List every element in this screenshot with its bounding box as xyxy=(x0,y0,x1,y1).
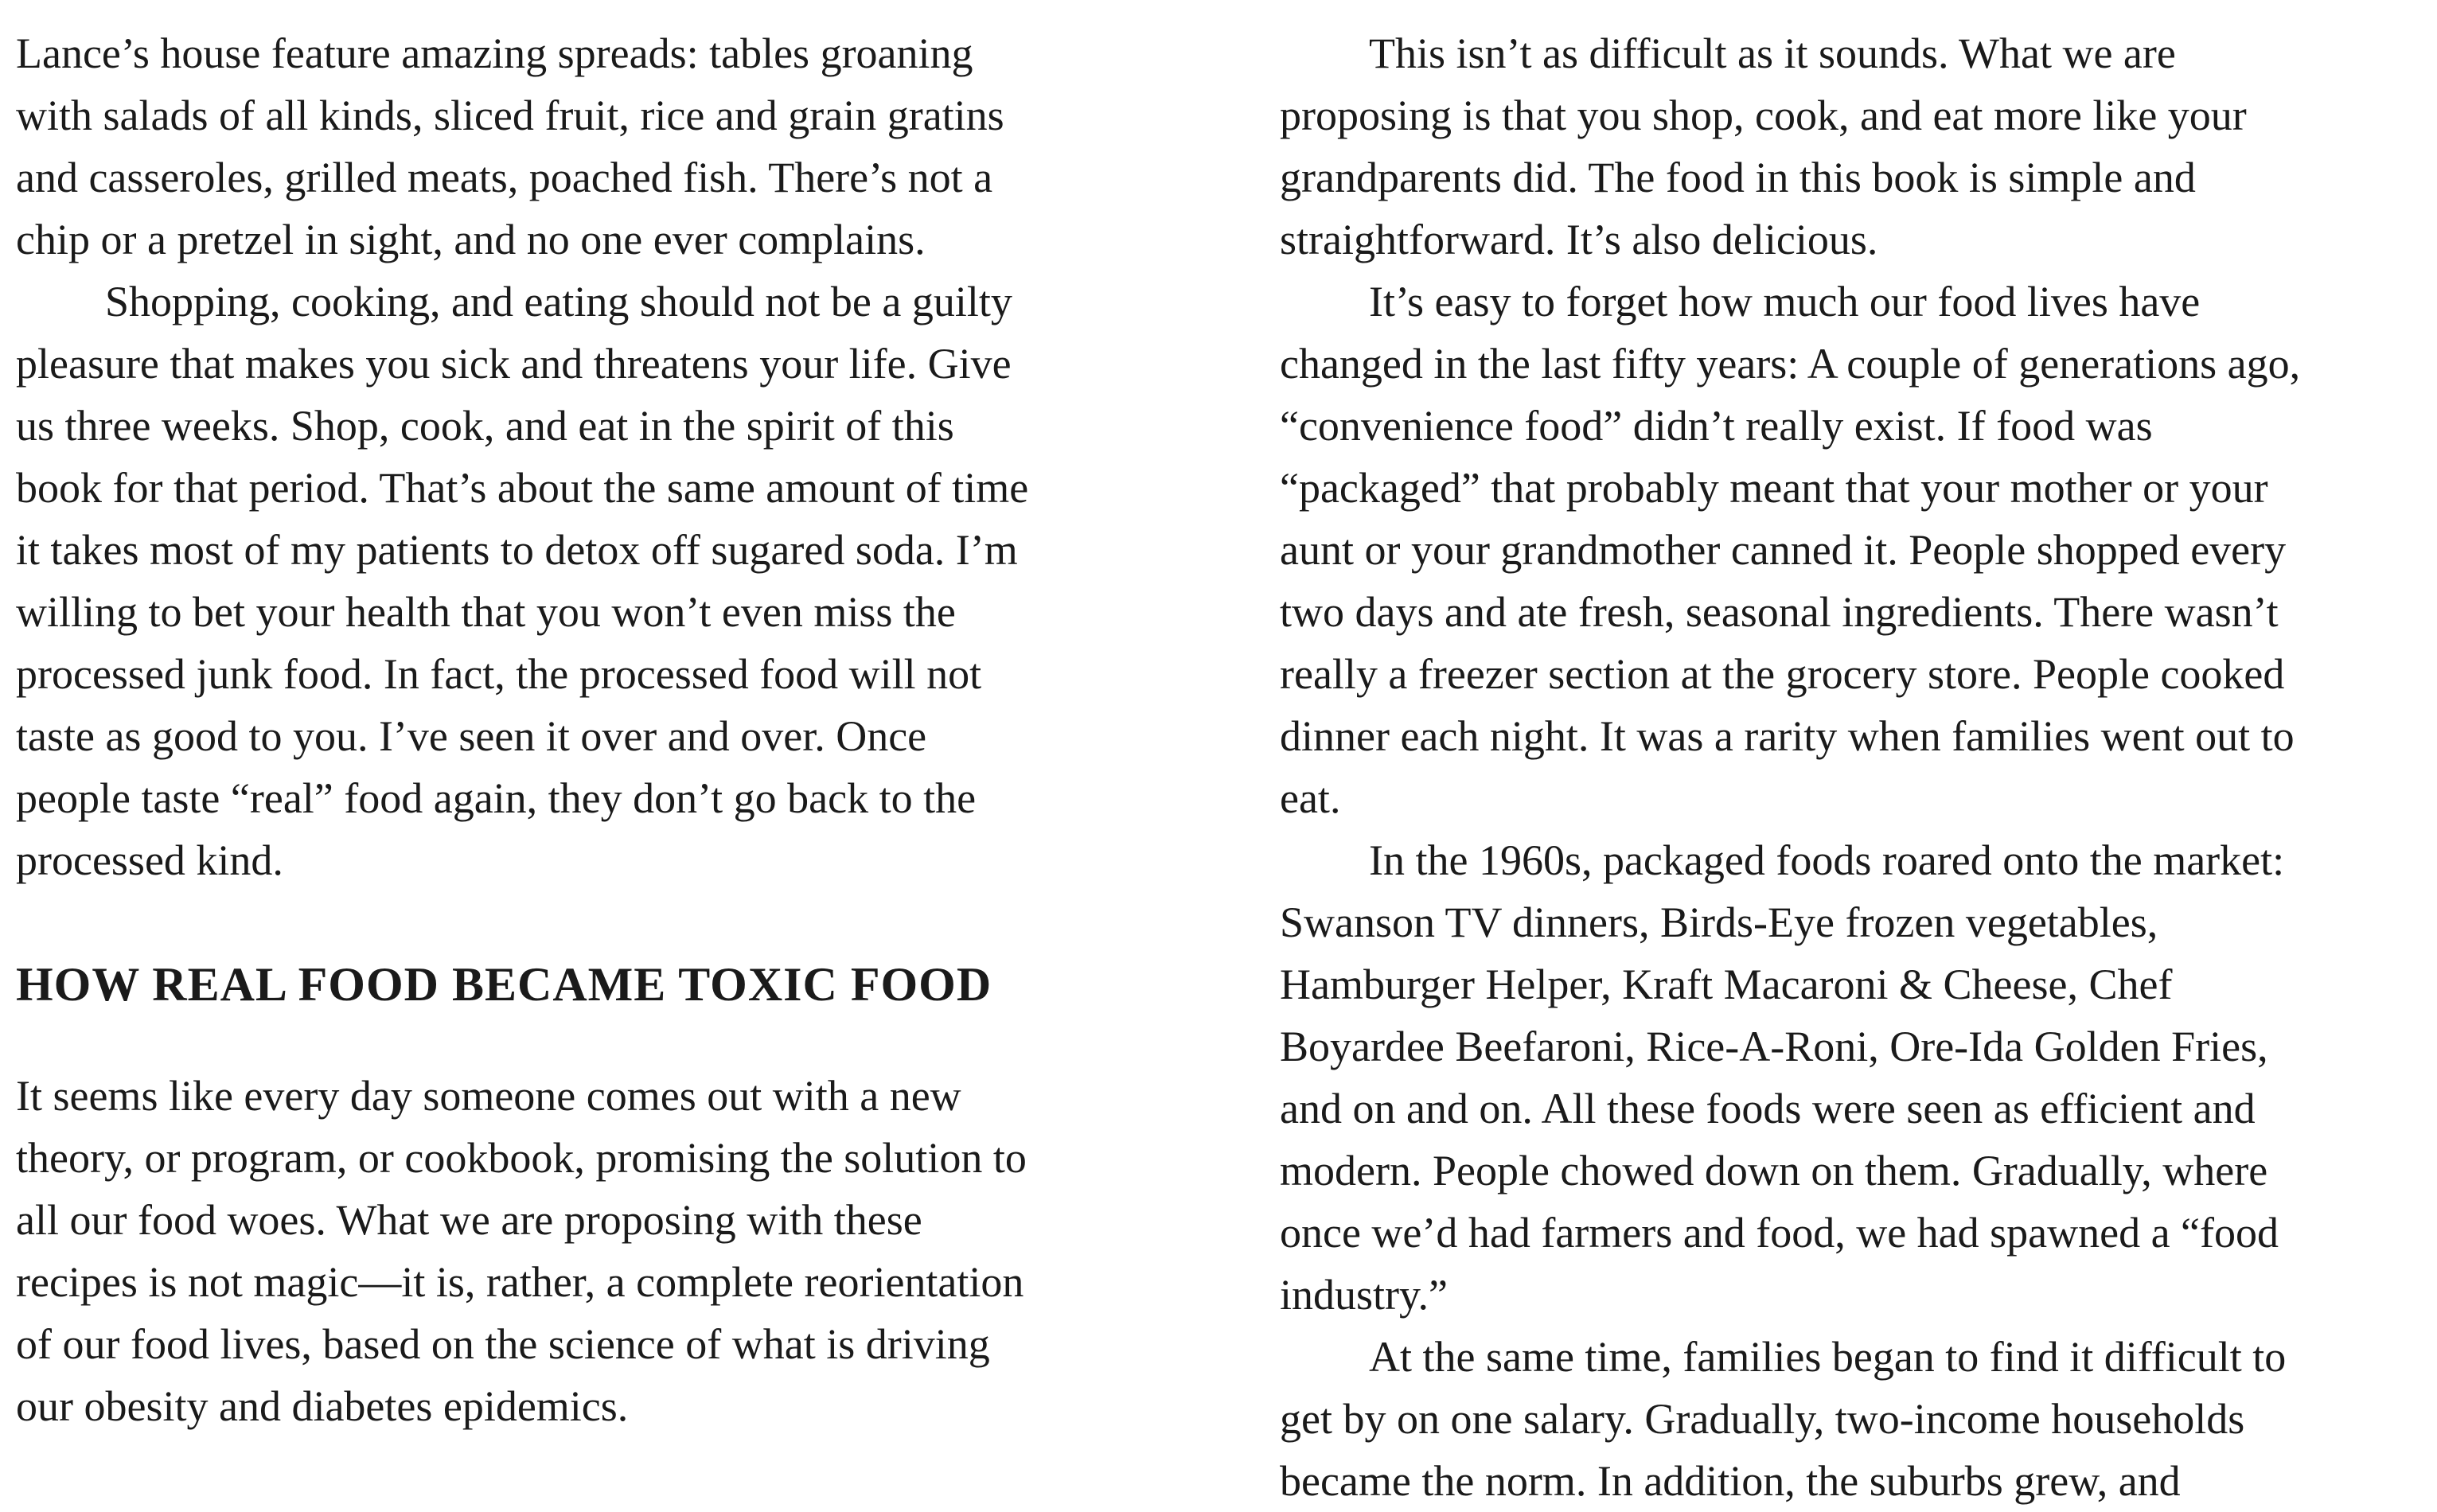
spacer xyxy=(16,891,1130,953)
paragraph-lance-house xyxy=(16,22,1130,271)
spacer xyxy=(16,1015,1130,1065)
text-line: dinner each night. It was a rarity when families went out to xyxy=(1280,712,2295,760)
paragraph-1960s xyxy=(1280,829,2410,1326)
text-line: modern. People chowed down on them. Gradually, where xyxy=(1280,1147,2268,1194)
text-line: theory, or program, or cookbook, promising the solution to xyxy=(16,1134,1027,1182)
text-line: aunt or your grandmother canned it. People shopped every xyxy=(1280,526,2287,574)
paragraph-easy-to-forget xyxy=(1280,271,2410,829)
text-line: willing to bet your health that you won’t even miss the xyxy=(16,588,956,636)
text-line: chip or a pretzel in sight, and no one ever complains. xyxy=(16,216,926,263)
paragraph-shopping-cooking xyxy=(16,271,1130,891)
text-line: “packaged” that probably meant that your mother or your xyxy=(1280,464,2268,512)
text-line: straightforward. It’s also delicious. xyxy=(1280,216,1878,263)
text-line: people taste “real” food again, they don’t go back to the xyxy=(16,774,977,822)
text-line: became the norm. In addition, the suburbs grew, and xyxy=(1280,1457,2181,1505)
text-line: processed kind. xyxy=(16,836,283,884)
text-line: two days and ate fresh, seasonal ingredients. There wasn’t xyxy=(1280,588,2279,636)
text-line: with salads of all kinds, sliced fruit, rice and grain gratins xyxy=(16,92,1004,139)
text-line: all our food woes. What we are proposing with these xyxy=(16,1196,922,1244)
text-line: In the 1960s, packaged foods roared onto the market: xyxy=(1369,836,2285,884)
text-line: It’s easy to forget how much our food lives have xyxy=(1369,278,2201,325)
text-line: It seems like every day someone comes out with a new xyxy=(16,1072,961,1120)
paragraph-same-time xyxy=(1280,1326,2410,1512)
text-line: book for that period. That’s about the same amount of time xyxy=(16,464,1029,512)
text-line: us three weeks. Shop, cook, and eat in the spirit of this xyxy=(16,402,954,450)
text-line: processed junk food. In fact, the processed food will not xyxy=(16,650,982,698)
text-line: it takes most of my patients to detox off sugared soda. I’m xyxy=(16,526,1018,574)
text-line: Boyardee Beefaroni, Rice-A-Roni, Ore-Ida Golden Fries, xyxy=(1280,1023,2268,1070)
text-line: really a freezer section at the grocery store. People cooked xyxy=(1280,650,2285,698)
text-line: grandparents did. The food in this book is simple and xyxy=(1280,154,2196,201)
text-line: This isn’t as difficult as it sounds. What we are xyxy=(1369,29,2176,77)
text-line: our obesity and diabetes epidemics. xyxy=(16,1382,629,1430)
text-line: recipes is not magic—it is, rather, a complete reorientation xyxy=(16,1258,1024,1306)
text-line: of our food lives, based on the science of what is driving xyxy=(16,1320,990,1368)
left-column xyxy=(16,22,1130,1437)
text-line: At the same time, families began to find it difficult to xyxy=(1369,1333,2287,1381)
text-line: industry.” xyxy=(1280,1271,1448,1319)
text-line: and on and on. All these foods were seen as efficient and xyxy=(1280,1085,2256,1132)
text-line: proposing is that you shop, cook, and eat more like your xyxy=(1280,92,2247,139)
text-line: Shopping, cooking, and eating should not be a guilty xyxy=(105,278,1012,325)
text-line: once we’d had farmers and food, we had spawned a “food xyxy=(1280,1209,2279,1257)
right-column xyxy=(1280,22,2410,1512)
text-line: pleasure that makes you sick and threatens your life. Give xyxy=(16,340,1012,388)
text-line: Swanson TV dinners, Birds-Eye frozen vegetables, xyxy=(1280,898,2158,946)
text-line: and casseroles, grilled meats, poached fish. There’s not a xyxy=(16,154,993,201)
text-line: Lance’s house feature amazing spreads: tables groaning xyxy=(16,29,973,77)
text-line: “convenience food” didn’t really exist. If food was xyxy=(1280,402,2153,450)
paragraph-not-difficult xyxy=(1280,22,2410,271)
text-line: eat. xyxy=(1280,774,1341,822)
section-heading: HOW REAL FOOD BECAME TOXIC FOOD xyxy=(16,958,992,1011)
paragraph-new-theory xyxy=(16,1065,1130,1437)
text-line: Hamburger Helper, Kraft Macaroni & Cheese, Chef xyxy=(1280,961,2173,1008)
text-line: changed in the last fifty years: A couple of generations ago, xyxy=(1280,340,2301,388)
text-line: taste as good to you. I’ve seen it over and over. Once xyxy=(16,712,927,760)
text-line: get by on one salary. Gradually, two-income households xyxy=(1280,1395,2245,1443)
